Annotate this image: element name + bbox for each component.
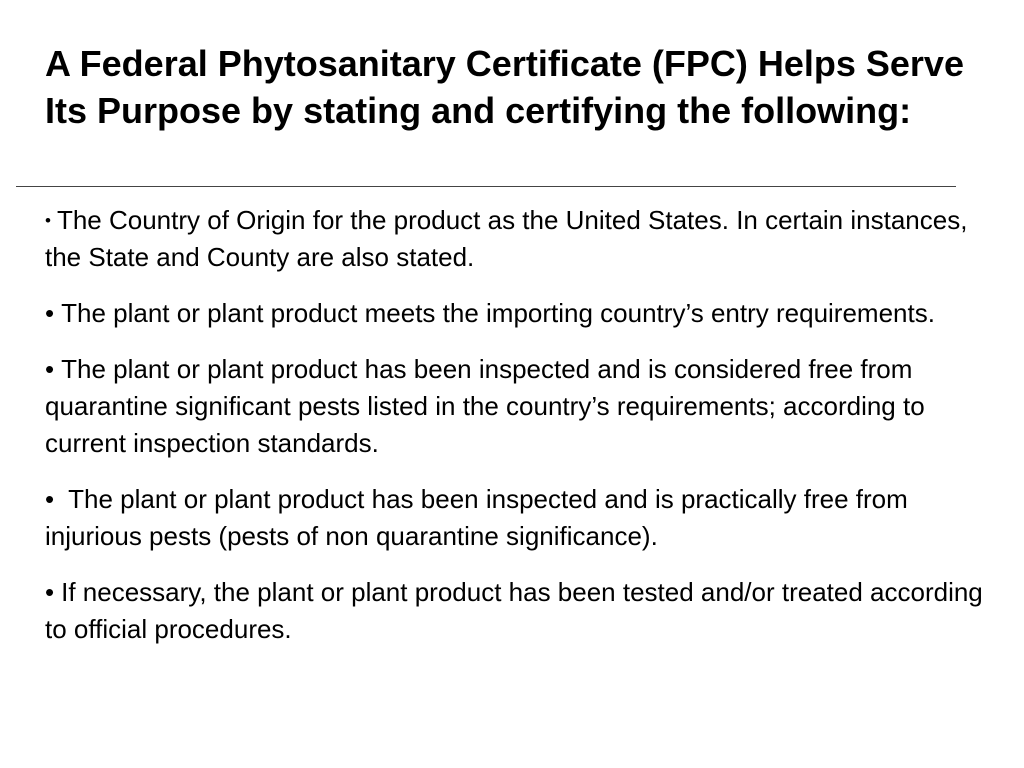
slide-title: A Federal Phytosanitary Certificate (FPC) Helps Serve Its Purpose by stating and certifying the following: <box>45 43 964 131</box>
bullet-icon: • <box>45 298 55 328</box>
bullet-text: The plant or plant product has been inspected and is practically free from injurious pests (pests of non quarantine significance). <box>45 484 908 551</box>
bullet-icon: • <box>45 211 51 230</box>
bullet-text: The Country of Origin for the product as the United States. In certain instances, the State and County are also stated. <box>45 205 968 272</box>
bullet-icon: • <box>45 484 55 514</box>
bullet-text: The plant or plant product meets the importing country’s entry requirements. <box>61 298 935 328</box>
bullet-item-entry-requirements <box>45 295 985 332</box>
bullet-icon: • <box>45 354 55 384</box>
bullet-item-quarantine-pests <box>45 351 985 462</box>
bullet-item-tested-treated <box>45 574 985 648</box>
bullet-item-country-of-origin <box>45 202 985 276</box>
title-divider <box>16 186 956 187</box>
bullet-item-injurious-pests <box>45 481 985 555</box>
bullet-text: The plant or plant product has been inspected and is considered free from quarantine significant pests listed in the country’s requirements; according to current inspection standards. <box>45 354 925 458</box>
bullet-icon: • <box>45 577 55 607</box>
bullet-text: If necessary, the plant or plant product has been tested and/or treated according to official procedures. <box>45 577 983 644</box>
bullet-list <box>45 202 985 667</box>
